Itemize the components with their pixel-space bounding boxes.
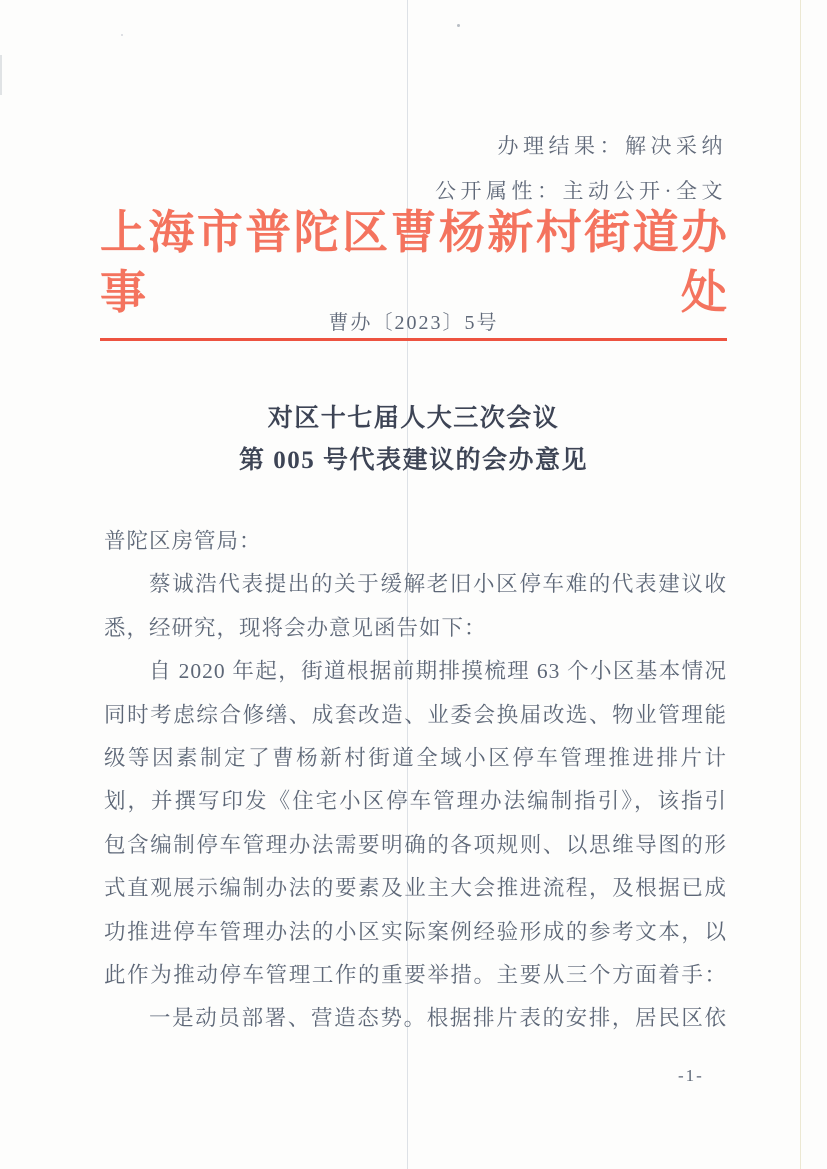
scan-speck	[457, 24, 460, 27]
meta-block	[435, 124, 727, 214]
handling-result-line: 办理结果：解决采纳	[497, 134, 727, 158]
body-text-line: 普陀区房管局：	[104, 529, 262, 553]
scan-edge-artifact-right	[800, 0, 801, 1169]
body-text-line: 蔡诚浩代表提出的关于缓解老旧小区停车难的代表建议收	[149, 572, 727, 597]
publicity-attribute-line: 公开属性：主动公开·全文	[435, 179, 727, 203]
document-number: 曹办〔2023〕5号	[328, 312, 499, 334]
body-text-line: 功推进停车管理办法的小区实际案例经验形成的参考文本，以	[104, 919, 727, 944]
red-divider-line	[100, 338, 727, 341]
document-title	[100, 398, 727, 482]
body-text-line: 包含编制停车管理办法需要明确的各项规则、以思维导图的形	[104, 832, 727, 857]
body-text-line: 式直观展示编制办法的要素及业主大会推进流程，及根据已成	[104, 876, 727, 901]
body-text-line: 划，并撰写印发《住宅小区停车管理办法编制指引》，该指引	[104, 789, 727, 814]
body-text	[104, 520, 727, 1041]
body-text-line: 同时考虑综合修缮、成套改造、业委会换届改选、物业管理能	[104, 702, 727, 727]
document-title-line1: 对区十七届人大三次会议	[267, 405, 560, 432]
body-text-line: 自 2020 年起，街道根据前期排摸梳理 63 个小区基本情况	[149, 659, 727, 684]
scan-edge-artifact-left	[0, 55, 2, 95]
page-number: -1-	[678, 1066, 704, 1085]
scan-speck	[121, 34, 123, 36]
letterhead-issuer-title: 上海市普陀区曹杨新村街道办事处	[100, 207, 727, 318]
body-text-line: 一是动员部署、营造态势。根据排片表的安排，居民区依	[149, 1006, 727, 1031]
body-text-line: 级等因素制定了曹杨新村街道全域小区停车管理推进排片计	[104, 746, 727, 771]
document-title-line2: 第 005 号代表建议的会办意见	[238, 447, 588, 474]
body-text-line: 此作为推动停车管理工作的重要举措。主要从三个方面着手：	[104, 963, 727, 988]
body-text-line: 悉，经研究，现将会办意见函告如下：	[104, 615, 487, 640]
